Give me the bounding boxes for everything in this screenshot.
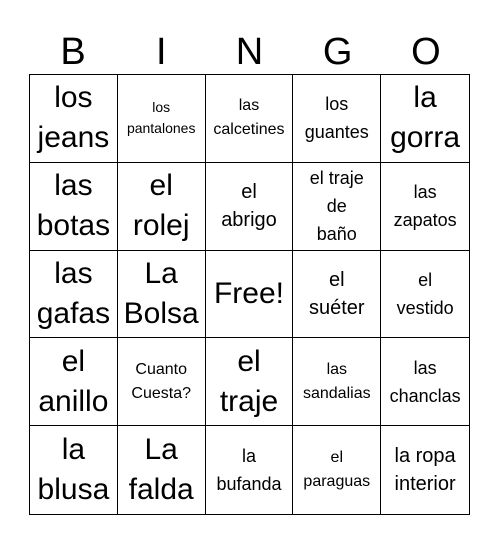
bingo-cell-r2-c3[interactable] [206, 163, 294, 251]
bingo-cell-label: Free! [213, 276, 284, 310]
bingo-cell-r3-c5[interactable] [381, 251, 469, 339]
bingo-cell-r3-c2[interactable] [118, 251, 206, 339]
bingo-cell-label: La falda [128, 433, 194, 507]
bingo-cell-label: las chanclas [389, 357, 461, 406]
bingo-cell-r1-c1[interactable] [30, 75, 118, 163]
bingo-cell-r4-c4[interactable] [293, 338, 381, 426]
bingo-cell-label: Cuanto Cuesta? [131, 360, 191, 402]
bingo-cell-r2-c4[interactable] [293, 163, 381, 251]
bingo-cell-label: la ropa interior [394, 445, 456, 496]
bingo-cell-label: los jeans [37, 81, 110, 155]
header-letter-n: N [235, 31, 264, 73]
bingo-cell-label: el traje [219, 344, 279, 418]
bingo-cell-r2-c2[interactable] [118, 163, 206, 251]
bingo-cell-label: el vestido [396, 269, 454, 318]
bingo-cell-r5-c5[interactable] [381, 426, 469, 514]
bingo-cell-r4-c5[interactable] [381, 338, 469, 426]
bingo-cell-r1-c4[interactable] [293, 75, 381, 163]
bingo-cell-label: el traje de baño [309, 168, 364, 245]
header-letter-g: G [322, 31, 353, 73]
bingo-cell-r3-c3[interactable] [206, 251, 294, 339]
bingo-cell-r5-c1[interactable] [30, 426, 118, 514]
bingo-cell-label: la bufanda [216, 446, 282, 495]
header-letter-i: I [156, 31, 167, 73]
bingo-board [29, 74, 470, 515]
bingo-cell-label: el paraguas [303, 449, 371, 491]
bingo-cell-r1-c3[interactable] [206, 75, 294, 163]
bingo-cell-r4-c2[interactable] [118, 338, 206, 426]
bingo-cell-r1-c5[interactable] [381, 75, 469, 163]
bingo-cell-r2-c1[interactable] [30, 163, 118, 251]
bingo-cell-label: la gorra [390, 81, 461, 155]
bingo-header [29, 30, 470, 74]
bingo-cell-label: las calcetines [213, 97, 285, 139]
bingo-cell-label: las gafas [36, 256, 111, 330]
bingo-cell-r5-c4[interactable] [293, 426, 381, 514]
bingo-cell-r4-c1[interactable] [30, 338, 118, 426]
bingo-cell-r2-c5[interactable] [381, 163, 469, 251]
bingo-cell-label: el rolej [132, 169, 190, 243]
bingo-cell-label: la blusa [37, 433, 110, 507]
bingo-cell-label: el abrigo [221, 181, 277, 232]
bingo-cell-r1-c2[interactable] [118, 75, 206, 163]
header-letter-o: O [411, 31, 441, 73]
bingo-cell-r3-c4[interactable] [293, 251, 381, 339]
bingo-cell-r4-c3[interactable] [206, 338, 294, 426]
bingo-cell-label: los pantalones [126, 99, 196, 137]
bingo-cell-label: los guantes [304, 94, 369, 143]
bingo-cell-label: el anillo [38, 344, 109, 418]
bingo-cell-label: La Bolsa [123, 256, 199, 330]
bingo-cell-r5-c2[interactable] [118, 426, 206, 514]
bingo-cell-label: el suéter [308, 268, 365, 319]
bingo-cell-r3-c1[interactable] [30, 251, 118, 339]
bingo-cell-label: las sandalias [302, 360, 371, 402]
header-letter-b: B [60, 31, 86, 73]
bingo-cell-label: las zapatos [393, 182, 457, 231]
bingo-cell-label: las botas [36, 169, 111, 243]
bingo-cell-r5-c3[interactable] [206, 426, 294, 514]
